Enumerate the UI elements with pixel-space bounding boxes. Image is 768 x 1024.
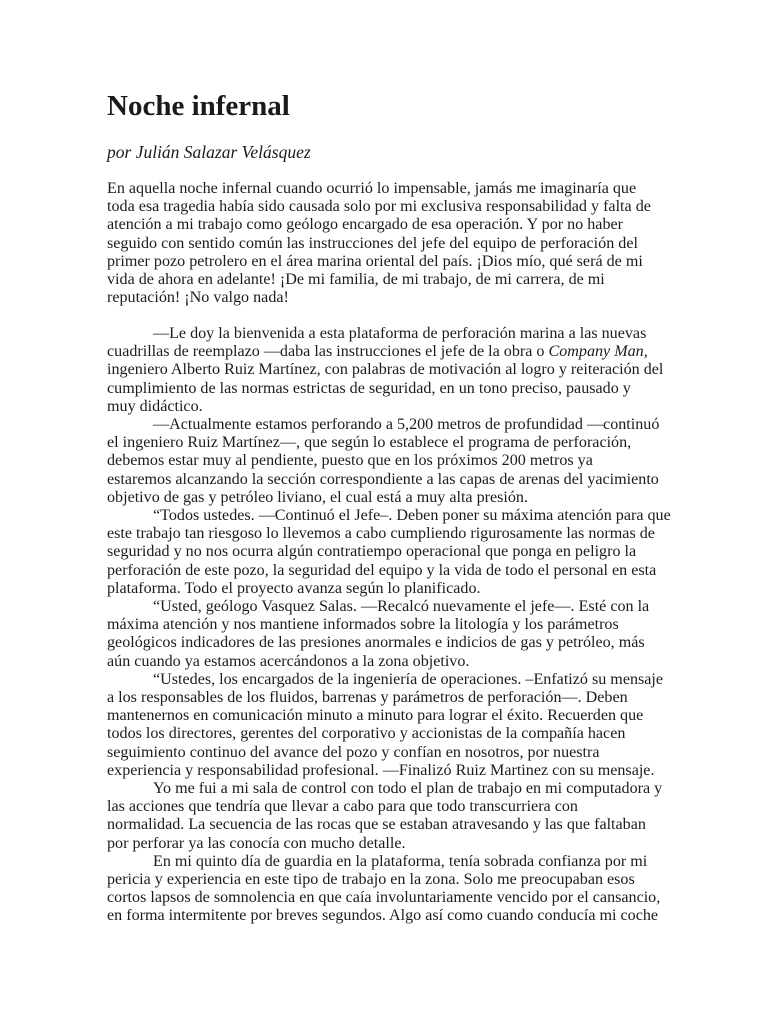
text-line: [107, 616, 619, 634]
text-line: [107, 871, 635, 889]
text-line: [107, 216, 623, 234]
text-line: [107, 725, 625, 743]
text-line-content: todos los directores, gerentes del corporativo y accionistas de la compañía hacen: [107, 725, 626, 743]
text-line-content: el ingeniero Ruiz Martínez—, que según lo establece el programa de perforación,: [107, 434, 632, 452]
text-line: [107, 907, 658, 925]
text-line-content: cuadrillas de reemplazo —daba las instrucciones el jefe de la obra o: [107, 343, 549, 361]
text-line: [107, 525, 655, 543]
text-line: [153, 325, 646, 343]
text-line-content: En mi quinto día de guardia en la plataforma, tenía sobrada confianza por mi: [153, 852, 648, 870]
text-line: [107, 489, 528, 507]
text-line-content: aún cuando ya estamos acercándonos a la zona objetivo.: [107, 652, 470, 670]
text-line-content: en forma intermitente por breves segundos. Algo así como cuando conducía mi coche: [107, 907, 659, 925]
text-line: [107, 180, 636, 198]
text-line-content: “Todos ustedes. —Continuó el Jefe–. Deben poner su máxima atención para que: [153, 507, 671, 524]
text-line-content: cumplimiento de las normas estrictas de seguridad, en un tono preciso, pausado y: [107, 379, 631, 397]
text-line-content: perforación de este pozo, la seguridad del equipo y la vida de todo el personal en esta: [107, 561, 657, 579]
text-line: [107, 762, 654, 780]
text-line: [107, 543, 636, 561]
text-line: [107, 452, 593, 470]
story-title: Noche infernal: [107, 90, 290, 122]
text-line: [107, 398, 203, 416]
text-line: [153, 416, 659, 434]
text-line-content: reputación! ¡No valgo nada!: [107, 289, 289, 307]
text-line-content: Yo me fui a mi sala de control con todo el plan de trabajo en mi computadora y: [153, 780, 663, 797]
text-line-content: —Le doy la bienvenida a esta plataforma de perforación marina a las nuevas: [153, 325, 647, 342]
text-line-content: normalidad. La secuencia de las rocas que se estaban atravesando y las que faltaban: [107, 816, 646, 834]
text-line: [107, 434, 631, 452]
author-byline: por Julián Salazar Velásquez: [107, 142, 311, 162]
text-line-content: En aquella noche infernal cuando ocurrió lo impensable, jamás me imaginaría que: [107, 180, 637, 197]
text-line-content: debemos estar muy al pendiente, puesto que en los próximos 200 metros ya: [107, 452, 593, 470]
text-line: [107, 343, 648, 361]
text-line-content: máxima atención y nos mantiene informados sobre la litología y los parámetros: [107, 616, 619, 634]
text-line: [107, 889, 660, 907]
text-line-content: primer pozo petrolero en el área marina oriental del país. ¡Dios mío, qué será de mi: [107, 252, 643, 270]
text-line: [107, 253, 643, 271]
text-line-content: por perforar ya las conocía con mucho detalle.: [107, 834, 406, 852]
text-line-content: “Ustedes, los encargados de la ingeniería de operaciones. –Enfatizó su mensaje: [153, 670, 664, 688]
text-line: [153, 671, 663, 689]
text-line-content: pericia y experiencia en este tipo de trabajo en la zona. Solo me preocupaban esos: [107, 871, 635, 888]
text-line-content: seguridad y no nos ocurra algún contratiempo operacional que ponga en peligro la: [107, 543, 637, 561]
text-line: [107, 580, 481, 598]
text-line: [153, 507, 671, 525]
italic-term: Company Man,: [548, 343, 648, 361]
text-line: [107, 235, 638, 253]
text-line-content: muy didáctico.: [107, 397, 203, 415]
text-line-content: “Usted, geólogo Vasquez Salas. —Recalcó nuevamente el jefe—. Esté con la: [153, 598, 650, 615]
text-line: [107, 289, 289, 307]
text-line-content: seguimiento continuo del avance del pozo y confían en nosotros, por nuestra: [107, 743, 600, 761]
text-line: [107, 798, 578, 816]
text-line: [107, 562, 656, 580]
text-line: [107, 707, 643, 725]
text-line-content: cortos lapsos de somnolencia en que caía involuntariamente vencido por el cansancio,: [107, 889, 661, 907]
text-line-content: mantenernos en comunicación minuto a minuto para lograr el éxito. Recuerden que: [107, 707, 644, 725]
text-line-content: —Actualmente estamos perforando a 5,200 metros de profundidad —continuó: [153, 416, 660, 433]
text-line-content: atención a mi trabajo como geólogo encargado de esa operación. Y por no haber: [107, 216, 623, 234]
text-line-content: este trabajo tan riesgoso lo llevemos a cabo cumpliendo rigurosamente las normas de: [107, 525, 655, 543]
text-line-content: objetivo de gas y petróleo liviano, el cual está a muy alta presión.: [107, 488, 528, 506]
text-line-content: ingeniero Alberto Ruiz Martínez, con palabras de motivación al logro y reiteración del: [107, 361, 664, 379]
text-line: [107, 271, 605, 289]
text-line-content: vida de ahora en adelante! ¡De mi familia, de mi trabajo, de mi carrera, de mi: [107, 271, 605, 288]
text-line-content: a los responsables de los fluidos, barrenas y parámetros de perforación—. Deben: [107, 689, 628, 706]
text-line: [107, 361, 663, 379]
text-line: [153, 780, 662, 798]
text-line-content: las acciones que tendría que llevar a cabo para que todo transcurriera con: [107, 798, 578, 816]
text-line-content: seguido con sentido común las instrucciones del jefe del equipo de perforación del: [107, 234, 638, 252]
text-line-content: estaremos alcanzando la sección correspondiente a las capas de arenas del yacimiento: [107, 470, 659, 488]
text-line: [107, 689, 628, 707]
text-line: [107, 816, 646, 834]
text-line: [107, 835, 406, 853]
text-line-content: experiencia y responsabilidad profesional. —Finalizó Ruiz Martinez con su mensaje.: [107, 761, 655, 779]
text-line: [107, 380, 631, 398]
text-line: [107, 471, 659, 489]
text-line-content: geológicos indicadores de las presiones anormales e indicios de gas y petróleo, más: [107, 634, 645, 652]
text-line: [107, 653, 469, 671]
text-line: [153, 853, 647, 871]
text-line: [107, 634, 645, 652]
text-line: [107, 198, 651, 216]
text-line-content: plataforma. Todo el proyecto avanza según lo planificado.: [107, 579, 481, 597]
text-line: [153, 598, 649, 616]
text-line-content: toda esa tragedia había sido causada solo por mi exclusiva responsabilidad y falta de: [107, 198, 651, 216]
text-line: [107, 744, 600, 762]
